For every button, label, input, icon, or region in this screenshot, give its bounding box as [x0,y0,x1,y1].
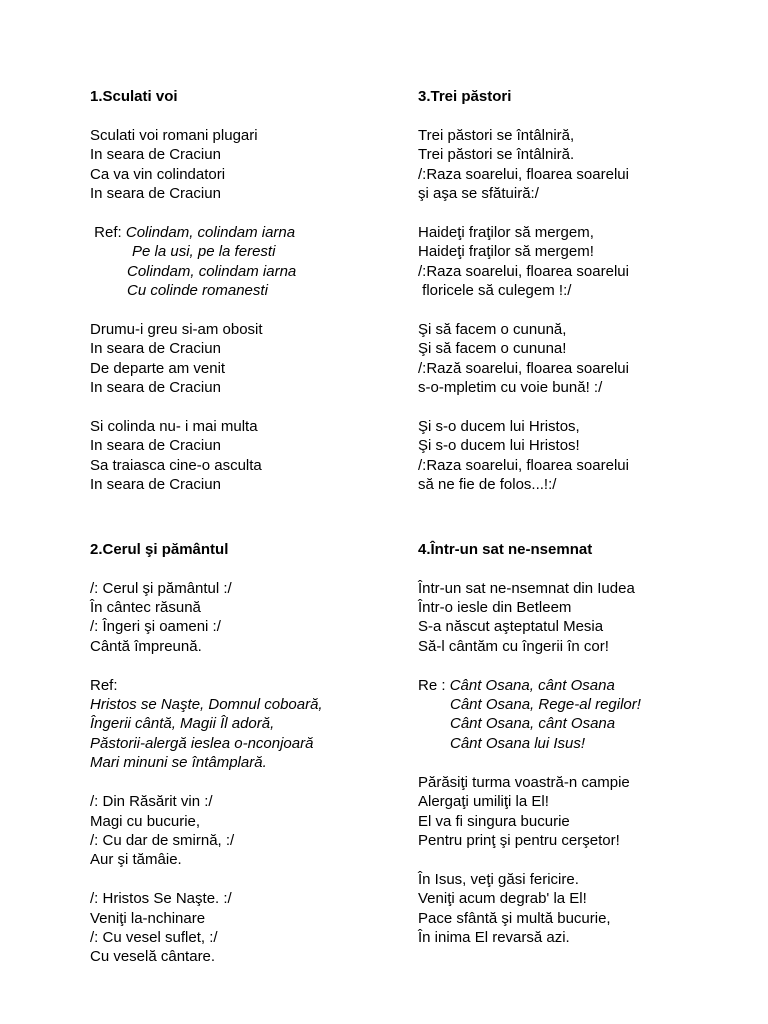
stanza [418,870,718,948]
lyric-line: In seara de Craciun [90,146,221,164]
song-intr-un-sat [418,540,718,947]
refrain-line: Păstorii-alergă ieslea o-nconjoară [90,734,314,752]
lyric-line: Să-l cântăm cu îngerii în cor! [418,637,609,655]
lyric-line: Trei păstori se întâlniră, [418,126,575,144]
lyric-line: In seara de Craciun [90,379,221,397]
song-gap [418,514,718,540]
lyric-line: Şi s-o ducem lui Hristos, [418,417,580,435]
song-title: 1.Sculati voi [90,88,178,105]
refrain-line: Cu colinde romanesti [127,282,268,300]
lyric-line: Şi s-o ducem lui Hristos! [418,437,580,455]
lyric-line: /:Raza soarelui, floarea soarelui [418,262,629,280]
refrain-text: Cânt Osana, cânt Osana [449,676,615,694]
stanza [90,417,390,495]
stanza [90,126,390,204]
lyric-line: In seara de Craciun [90,437,221,455]
lyric-line: În Isus, veţi găsi fericire. [418,870,579,888]
stanza [90,792,390,870]
stanza [418,579,718,657]
lyric-line: /: Îngeri şi oameni :/ [90,618,221,636]
song-gap [90,514,390,540]
song-sculati-voi [90,87,390,494]
refrain-line: Colindam, colindam iarna [127,262,297,280]
lyric-line: Magi cu bucurie, [90,812,201,830]
lyric-line: Pace sfântă şi multă bucurie, [418,909,611,927]
lyric-line: Într-o iesle din Betleem [418,599,572,617]
stanza [418,126,718,204]
lyric-line: /: Cu dar de smirnă, :/ [90,831,235,849]
lyric-line: De departe am venit [90,359,226,377]
lyric-line: şi aşa se sfătuiră:/ [418,185,539,203]
refrain [418,676,718,754]
refrain-label: Re : [418,676,450,694]
song-cerul-si-pamantul [90,540,390,967]
lyric-line: Alergaţi umiliţi la El! [418,793,549,811]
lyric-line: /: Cu vesel suflet, :/ [90,928,218,946]
lyric-line: În cântec răsună [90,599,201,617]
refrain-line [90,223,390,242]
lyric-line: Părăsiţi turma voastră-n campie [418,773,630,791]
refrain [90,676,390,773]
lyric-line: Veniţi la-nchinare [90,909,206,927]
lyric-line: s-o-mpletim cu voie bună! :/ [418,379,603,397]
song-title: 3.Trei păstori [418,88,512,105]
refrain-line: Hristos se Naşte, Domnul coboară, [90,696,323,714]
lyric-line: Într-un sat ne-nsemnat din Iudea [418,579,635,597]
lyric-line: El va fi singura bucurie [418,812,570,830]
lyric-line: Sculati voi romani plugari [90,126,258,144]
refrain-line [418,676,718,695]
lyric-line: Trei păstori se întâlniră. [418,146,575,164]
refrain-line: Mari minuni se întâmplară. [90,754,267,772]
stanza [418,773,718,851]
refrain-label: Ref: [90,676,118,694]
lyric-line: Veniţi acum degrab' la El! [418,890,587,908]
lyric-line: floricele să culegem !:/ [418,282,572,300]
lyric-line: In seara de Craciun [90,476,221,494]
lyric-line: Drumu-i greu si-am obosit [90,320,263,338]
stanza [90,320,390,398]
lyric-line: Şi să facem o cunună, [418,320,567,338]
lyric-line: În inima El revarsă azi. [418,928,570,946]
refrain-text: Colindam, colindam iarna [125,223,296,241]
lyric-line: Haideţi fraţilor să mergem, [418,223,594,241]
lyric-line: Haideţi fraţilor să mergem! [418,243,594,261]
lyric-line: Cu veselă cântare. [90,948,216,966]
song-trei-pastori [418,87,718,494]
lyric-line: să ne fie de folos...!:/ [418,476,557,494]
refrain [90,223,390,301]
lyric-line: Aur şi tămâie. [90,851,182,869]
lyric-line: Cântă împreună. [90,637,202,655]
stanza [90,889,390,967]
stanza [90,579,390,657]
lyric-line: In seara de Craciun [90,185,221,203]
lyric-line: Sa traiasca cine-o asculta [90,456,262,474]
lyric-line: Ca va vin colindatori [90,165,226,183]
lyric-line: /: Hristos Se Naşte. :/ [90,890,232,908]
lyric-line: Si colinda nu- i mai multa [90,417,258,435]
refrain-line: Cânt Osana lui Isus! [450,734,586,752]
lyric-line: Pentru prinţ şi pentru cerşetor! [418,831,620,849]
lyric-line: In seara de Craciun [90,340,221,358]
lyric-line: /:Raza soarelui, floarea soarelui [418,456,629,474]
refrain-label: Ref: [90,223,126,241]
lyric-line: S-a născut aşteptatul Mesia [418,618,604,636]
song-title: 4.Într-un sat ne-nsemnat [418,540,593,558]
song-title: 2.Cerul şi pământul [90,540,229,558]
refrain-line: Îngerii cântă, Magii Îl adoră, [90,715,275,733]
left-column [90,87,390,986]
lyric-line: /:Rază soarelui, floarea soarelui [418,359,629,377]
refrain-line: Cânt Osana, Rege-al regilor! [450,696,641,714]
lyric-line: Şi să facem o cununa! [418,340,567,358]
stanza [418,320,718,398]
lyric-line: /: Cerul şi pământul :/ [90,579,232,597]
stanza [418,417,718,495]
lyric-line: /: Din Răsărit vin :/ [90,793,213,811]
right-column [418,87,718,967]
refrain-line: Cânt Osana, cânt Osana [450,715,616,733]
lyric-line: /:Raza soarelui, floarea soarelui [418,165,629,183]
refrain-line: Pe la usi, pe la feresti [132,243,276,261]
stanza [418,223,718,301]
